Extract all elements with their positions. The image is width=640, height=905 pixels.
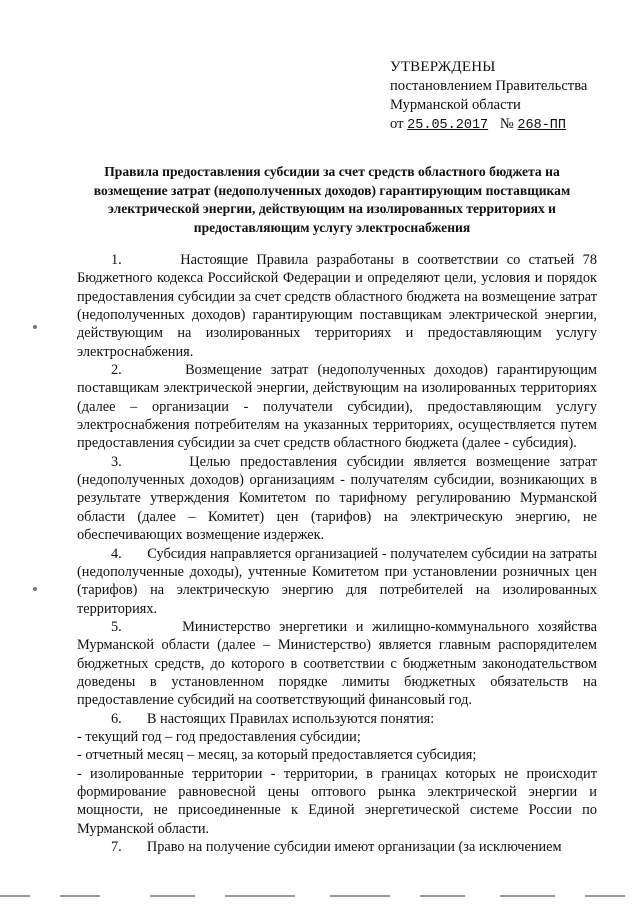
paragraph-5: 5. Министерство энергетики и жилищно-коммунального хозяйства Мурманской области (далее – Министерство) является главным распорядителем бюджетных средств, до которого в соответствии с бюджетным законодательством доведены в установленном порядке лимиты бюджетных обязательств на предоставление субсидий на соответствующий финансовый год.	[77, 618, 597, 709]
approval-line-2: Мурманской области	[390, 97, 521, 113]
approval-heading: УТВЕРЖДЕНЫ	[390, 59, 496, 75]
approval-date: 25.05.2017	[407, 118, 489, 133]
number-prefix: №	[499, 116, 514, 132]
document-body	[77, 251, 597, 856]
date-prefix: от	[390, 116, 404, 132]
paragraph-4: 4. Субсидия направляется организацией - получателем субсидии на затраты (недополученные доходы), учтенные Комитетом при установлении розничных цен (тарифов) на электрическую энергию для потребителей на изолированных территориях.	[77, 545, 597, 617]
approval-block	[390, 58, 630, 135]
definition-isolated-territories: - изолированные территории - территории, в границах которых не происходит формирование равновесной цены оптового рынка электрической энергии и мощности, не присоединенные к Единой энергетической системе России по Мурманской области.	[77, 765, 597, 837]
definition-reporting-month: - отчетный месяц – месяц, за который предоставляется субсидия;	[77, 747, 477, 764]
approval-line-1: постановлением Правительства	[390, 78, 588, 94]
paragraph-6: 6. В настоящих Правилах используются понятия:	[111, 710, 435, 727]
document-title: Правила предоставления субсидии за счет средств областного бюджета на возмещение затрат (недополученных доходов) гарантирующим поставщикам электрической энергии, действующим на изолированных территориях и предоставляющим услугу электроснабжения	[93, 164, 571, 235]
approval-number: 268-ПП	[517, 118, 567, 133]
margin-mark	[33, 325, 37, 329]
approval-date-number-line	[390, 115, 630, 135]
margin-mark	[33, 587, 37, 591]
paragraph-1: 1. Настоящие Правила разработаны в соответствии со статьей 78 Бюджетного кодекса Российской Федерации и определяют цели, условия и порядок предоставления субсидии за счет средств областного бюджета на возмещение затрат (недополученных доходов) гарантирующим поставщикам электрической энергии, действующим на изолированных территориях и предоставляющим услугу электроснабжения.	[77, 252, 597, 360]
definition-current-year: - текущий год – год предоставления субсидии;	[77, 728, 361, 745]
paragraph-2: 2. Возмещение затрат (недополученных доходов) гарантирующим поставщикам электрической энергии, действующим на изолированных территориях (далее – организации - получатели субсидии), предоставляющим услугу электроснабжения потребителям на указанных территориях, осуществляется путем предоставления субсидии за счет средств областного бюджета (далее - субсидия).	[77, 362, 597, 452]
paragraph-3: 3. Целью предоставления субсидии является возмещение затрат (недополученных доходов) организациям - получателям субсидии, возникающих в результате утверждения Комитетом по тарифному регулированию Мурманской области (далее – Комитет) цен (тарифов) на электрическую энергию, не обеспечивающих возмещение издержек.	[77, 453, 597, 544]
paragraph-7: 7. Право на получение субсидии имеют организации (за исключением	[111, 839, 562, 855]
page-bottom-edge	[0, 893, 640, 899]
